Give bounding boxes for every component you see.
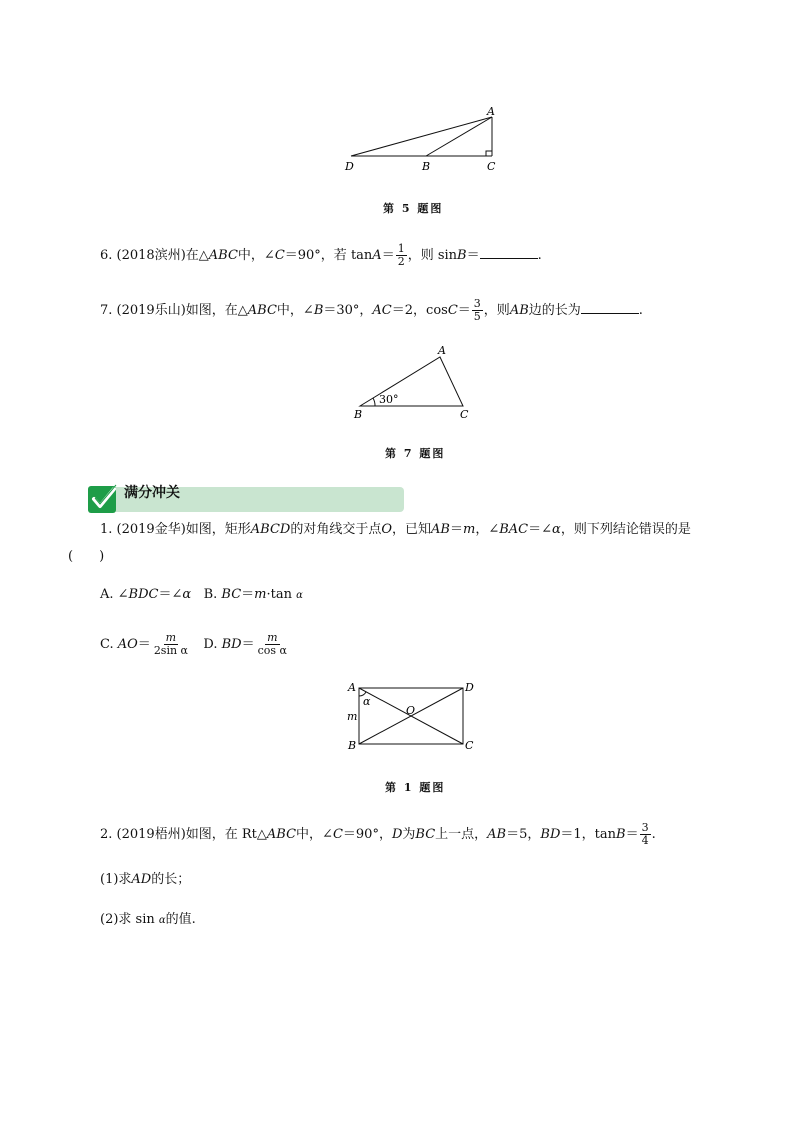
q2-bc: BC [415, 827, 436, 842]
q1-options-ab [100, 585, 303, 606]
q6-text: ，则 sin [407, 248, 458, 263]
option-d-label: D. [203, 637, 222, 652]
q2-numerator: 3 [641, 821, 649, 834]
q2-sub2-text: 的值. [165, 912, 196, 927]
option-a-alpha: α [182, 587, 192, 602]
q1-text: ＝∠ [528, 522, 553, 537]
q2-text: . [651, 827, 656, 842]
q6-numerator: 1 [397, 242, 405, 255]
q1-answer-paren[interactable]: ( ) [68, 549, 105, 564]
fig1-label-o: O [406, 704, 416, 717]
q2-sub1-ad: AD [131, 872, 152, 887]
option-d-fraction [256, 632, 289, 657]
option-c-eq: ＝ [137, 637, 151, 652]
q1-bac: BAC [499, 522, 529, 537]
fig1-label-c: C [465, 739, 474, 752]
q1-alpha: α [552, 522, 561, 537]
q7-text: . [638, 303, 643, 318]
fig1-label-b: B [348, 739, 357, 752]
q2-sub2-text: (2)求 sin [100, 912, 159, 927]
q7-denominator: 5 [473, 310, 481, 323]
fig7-label-b: B [354, 408, 363, 421]
q6-b: B [457, 248, 467, 263]
option-a-label: A. ∠ [100, 587, 129, 602]
q6-abc: ABC [208, 248, 238, 263]
q7-numerator: 3 [473, 297, 481, 310]
q7-text: ，则 [483, 303, 510, 318]
q2-d: D [391, 827, 403, 842]
q2-sub1-text: (1)求 [100, 872, 132, 887]
option-c-ao: AO [117, 637, 138, 652]
q6-fraction [396, 243, 407, 268]
q2-c: C [332, 827, 343, 842]
option-b-eq: ＝ [241, 587, 255, 602]
q2-abc: ABC [266, 827, 297, 842]
q7-ac: AC [372, 303, 392, 318]
q2-text: ＝1，tan [560, 827, 617, 842]
q1-options-cd [100, 632, 290, 657]
fig5-label-c: C [487, 160, 496, 173]
q2-sub1-text: 的长； [151, 872, 191, 887]
q1-abcd: ABCD [250, 522, 291, 537]
option-d-denominator: cos α [257, 644, 287, 657]
section-banner-title: 满分冲关 [124, 485, 180, 501]
question-2 [100, 822, 656, 847]
q7-text: ＝30°， [323, 303, 373, 318]
fig5-label-b: B [422, 160, 431, 173]
q7-ab: AB [509, 303, 529, 318]
q2-text: 为 [402, 827, 416, 842]
q7-text: 中，∠ [276, 303, 314, 318]
q7-text: ＝ [457, 303, 471, 318]
q2-sub1 [100, 870, 190, 890]
fig5-label-a: A [487, 105, 495, 118]
q2-text: 中，∠ [296, 827, 333, 842]
fig7-label-c: C [460, 408, 469, 421]
option-b-label: B. [203, 587, 222, 602]
option-d-numerator: m [267, 631, 278, 644]
fig1-label-d: D [465, 681, 474, 694]
q1-text: ，已知 [392, 522, 432, 537]
q2-denominator: 4 [641, 834, 649, 847]
option-a-bdc: BDC [128, 587, 159, 602]
q7-b: B [313, 303, 324, 318]
q7-fraction [472, 298, 483, 323]
question-6 [100, 243, 542, 268]
q7-abc: ABC [247, 303, 277, 318]
q2-text: ＝5， [506, 827, 541, 842]
q7-text: 边的长为 [528, 303, 581, 318]
q6-text: ＝ [466, 248, 480, 263]
option-b-tan: ·tan [266, 587, 297, 602]
q1-text: 的对角线交于点 [290, 522, 382, 537]
option-d-eq: ＝ [241, 637, 255, 652]
fig1-label-a: A [348, 681, 356, 694]
checkmark-icon [86, 483, 120, 515]
q2-sub2-alpha: α [158, 915, 166, 926]
q6-c: C [274, 248, 285, 263]
fig7-caption: 第 7 题图 [385, 447, 446, 460]
q1-text: ，∠ [475, 522, 500, 537]
q7-text: 7. (2019乐山)如图，在△ [100, 303, 248, 318]
fig1-label-m: m [347, 710, 358, 723]
fig7-label-a: A [438, 344, 446, 357]
q2-b: B [616, 827, 626, 842]
fig5-caption: 第 5 题图 [383, 202, 444, 215]
option-b-m: m [254, 587, 267, 602]
option-d-bd: BD [221, 637, 242, 652]
q1-text: ，则下列结论错误的是 [560, 522, 691, 537]
option-a-eq: ＝∠ [158, 587, 183, 602]
q2-fraction [640, 822, 651, 847]
q1-o: O [381, 522, 393, 537]
figure-1 [342, 678, 482, 756]
q6-text: ＝ [381, 248, 395, 263]
q2-bd: BD [540, 827, 561, 842]
q2-ab: AB [487, 827, 507, 842]
figure-7 [348, 342, 478, 424]
q2-text: ＝ [625, 827, 639, 842]
q6-text: 6. (2018滨州)在△ [100, 248, 209, 263]
question-7 [100, 298, 643, 323]
q6-denominator: 2 [397, 255, 405, 268]
option-c-numerator: m [165, 631, 177, 644]
fig1-label-alpha: α [363, 695, 371, 708]
q2-sub2 [100, 910, 196, 931]
q7-text: ＝2，cos [391, 303, 448, 318]
option-c-denominator: 2sin α [153, 644, 188, 657]
fig1-caption: 第 1 题图 [385, 781, 446, 794]
q7-c: C [447, 303, 458, 318]
question-1 [100, 520, 691, 540]
q7-answer-blank[interactable] [581, 301, 639, 314]
q1-text: 1. (2019金华)如图，矩形 [100, 522, 251, 537]
q2-text: ＝90°， [342, 827, 392, 842]
q6-text: 中，∠ [237, 248, 275, 263]
q6-text: ＝90°，若 tan [284, 248, 373, 263]
option-b-bc: BC [221, 587, 242, 602]
q1-ab: AB [431, 522, 450, 537]
q1-m: m [463, 522, 476, 537]
q6-answer-blank[interactable] [480, 246, 538, 259]
option-c-label: C. [100, 637, 118, 652]
q6-text: . [537, 248, 542, 263]
option-c-fraction [152, 632, 190, 657]
figure-5 [336, 100, 506, 180]
fig7-angle-label: 30° [379, 393, 399, 406]
q6-a: A [372, 248, 382, 263]
q2-text: 上一点， [435, 827, 488, 842]
option-b-alpha: α [296, 590, 303, 601]
q1-text: ＝ [449, 522, 463, 537]
fig5-label-d: D [345, 160, 354, 173]
q2-text: 2. (2019梧州)如图，在 Rt△ [100, 827, 267, 842]
